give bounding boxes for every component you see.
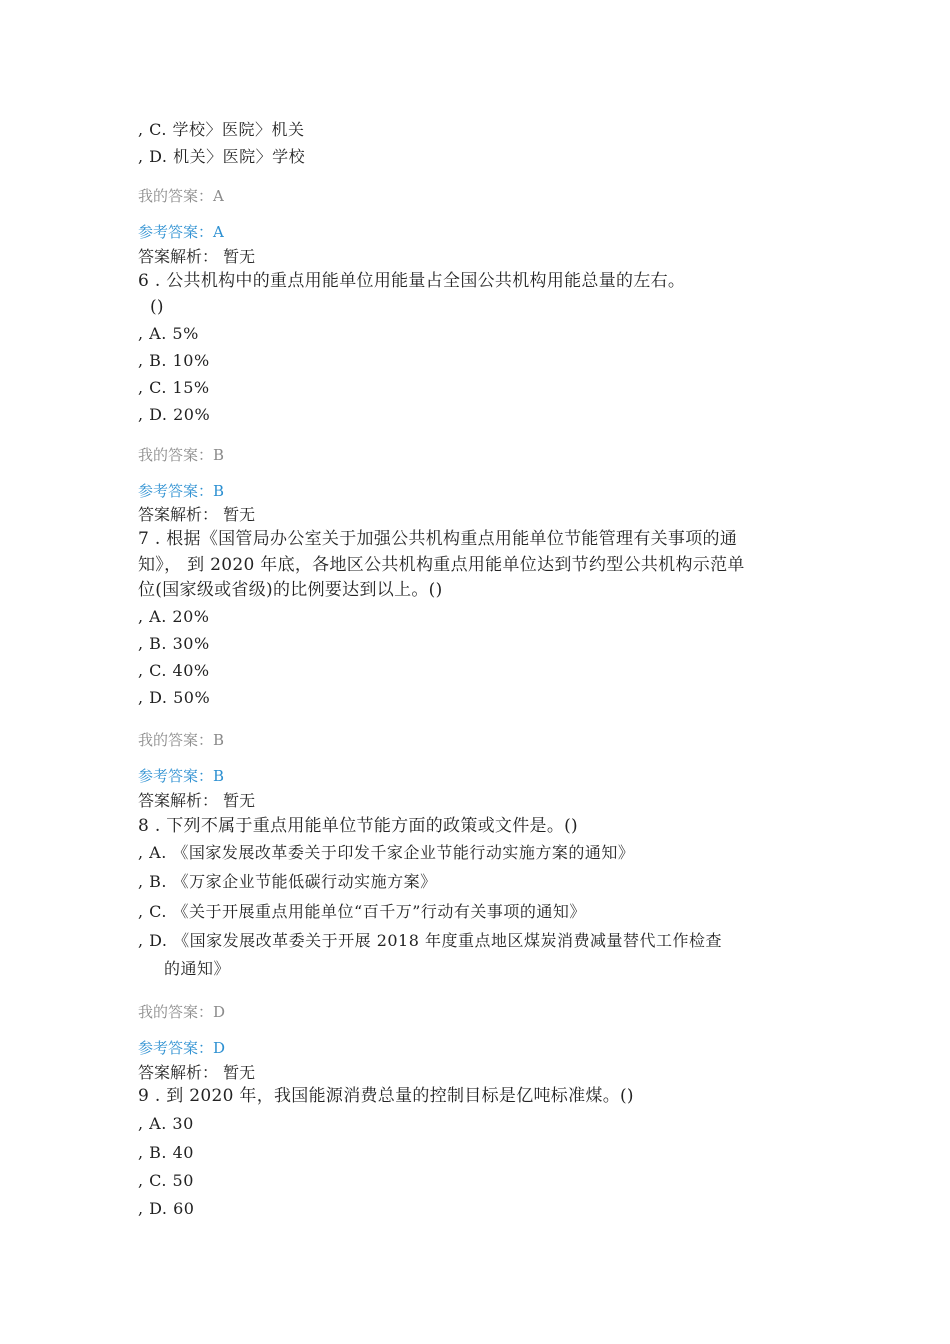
- q8-explanation: 答案解析： 暂无: [138, 1063, 256, 1082]
- q9-option-c: , C. 50: [138, 1171, 194, 1190]
- q8-option-b: , B. 《万家企业节能低碳行动实施方案》: [138, 872, 437, 891]
- q8-reference-answer: 参考答案：D: [138, 1039, 226, 1057]
- q6-option-a: , A. 5%: [138, 324, 199, 343]
- q6-explanation: 答案解析： 暂无: [138, 505, 256, 524]
- q8-option-d-continuation: 的通知》: [164, 959, 231, 978]
- q7-explanation: 答案解析： 暂无: [138, 791, 256, 810]
- q9-option-b: , B. 40: [138, 1143, 194, 1162]
- q9-option-d: , D. 60: [138, 1199, 195, 1218]
- q8-option-c: , C. 《关于开展重点用能单位“百千万”行动有关事项的通知》: [138, 902, 586, 921]
- q8-option-a: , A. 《国家发展改革委关于印发千家企业节能行动实施方案的通知》: [138, 843, 635, 862]
- q7-option-c: , C. 40%: [138, 661, 210, 680]
- q5-explanation: 答案解析： 暂无: [138, 247, 256, 266]
- q7-question-line-3: 位(国家级或省级)的比例要达到以上。(): [138, 580, 443, 600]
- q6-question-line-2: (): [150, 297, 164, 317]
- q7-reference-answer: 参考答案：B: [138, 767, 225, 785]
- q5-option-d: , D. 机关〉医院〉学校: [138, 147, 306, 166]
- q6-reference-answer: 参考答案：B: [138, 482, 225, 500]
- q8-my-answer: 我的答案：D: [138, 1003, 226, 1021]
- q8-option-d: , D. 《国家发展改革委关于开展 2018 年度重点地区煤炭消费减量替代工作检查: [138, 931, 722, 950]
- q5-option-c: , C. 学校〉医院〉机关: [138, 120, 305, 139]
- q6-option-d: , D. 20%: [138, 405, 211, 424]
- q9-question-line-1: 9 . 到 2020 年，我国能源消费总量的控制目标是亿吨标准煤。(): [138, 1086, 634, 1106]
- q7-option-d: , D. 50%: [138, 688, 211, 707]
- q7-question-line-2: 知》， 到 2020 年底，各地区公共机构重点用能单位达到节约型公共机构示范单: [138, 555, 745, 575]
- q6-my-answer: 我的答案：B: [138, 446, 225, 464]
- q7-question-line-1: 7 . 根据《国管局办公室关于加强公共机构重点用能单位节能管理有关事项的通: [138, 529, 738, 549]
- q7-option-a: , A. 20%: [138, 607, 210, 626]
- q5-reference-answer: 参考答案：A: [138, 223, 224, 241]
- q6-question-line-1: 6 . 公共机构中的重点用能单位用能量占全国公共机构用能总量的左右。: [138, 271, 686, 291]
- q5-my-answer: 我的答案：A: [138, 187, 224, 205]
- q8-question-line-1: 8 . 下列不属于重点用能单位节能方面的政策或文件是。(): [138, 816, 578, 836]
- q6-option-c: , C. 15%: [138, 378, 210, 397]
- q9-option-a: , A. 30: [138, 1114, 194, 1133]
- q7-my-answer: 我的答案：B: [138, 731, 225, 749]
- q6-option-b: , B. 10%: [138, 351, 210, 370]
- q7-option-b: , B. 30%: [138, 634, 210, 653]
